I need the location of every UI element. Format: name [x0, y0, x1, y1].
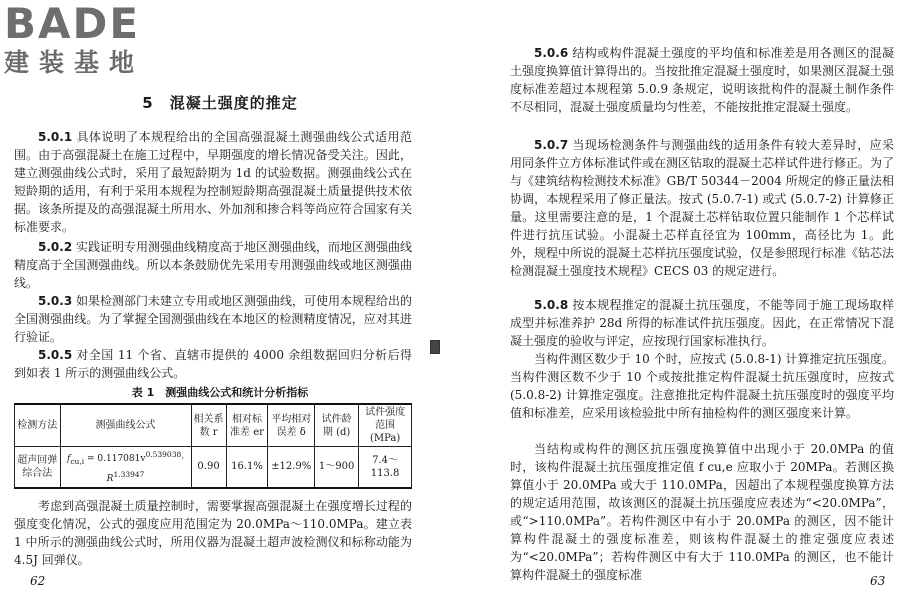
paragraph-out-of-range: 当结构或构件的测区抗压强度换算值中出现小于 20.0MPa 的值时，该构件混凝土抗压强度推定值 f cu,e 应取小于 20MPa。若测区换算值小于 20.0MPa 或大于 110.0MPa，因超出了本规程强度换算方法的规定适用范围，故该测区的混凝土抗压强度应表述为“<20.0MPa”，或“>110.0MPa”。若构件测区中有小于 20.0MPa 的测区，因不能计算构件混凝土的强度标准差，则该构件混凝土的推定强度应表述为“<20.0MPa”；若构件测区中有大于 110.0MPa 的测区，也不能计算构件混凝土的强度标准: [510, 442, 894, 582]
th-r: 相关系数 r: [191, 404, 226, 447]
clause-number: 5.0.1: [38, 130, 73, 144]
clause-text: 具体说明了本规程给出的全国高强混凝土测强曲线公式适用范围。由于高强混凝土在施工过程中，早期强度的增长情况备受关注。因此，建立测强曲线公式时，采用了最短龄期为 1d 的试验数据。测强曲线公式在短龄期的适用，有利于采用本规程为控制短龄期高强混凝土质量提供技术依据。该条所提及的高强混凝土所用水、外加剂和掺合料等尚应符合国家有关标准要求。: [14, 130, 412, 234]
clause-5-0-8: [510, 296, 894, 350]
clause-5-0-3: [14, 292, 412, 346]
chapter-title: 5 混凝土强度的推定: [142, 94, 298, 112]
table-header-row: [15, 404, 412, 447]
clause-text: 当现场检测条件与测强曲线的适用条件有较大差异时，应采用同条件立方体标准试件或在测区钻取的混凝土芯样试件进行修正。为了与《建筑结构检测技术标准》GB/T 50344－2004 所规定的修正量法相协调，本规程采用了修正量法。按式 (5.0.7-1) 或式 (5.0.7-2) 计算修正量。这里需要注意的是，1 个混凝土芯样钻取位置只能制作 1 个芯样试件进行抗压试验。小混凝土芯样直径宜为 100mm，高径比为 1。此外，规程中所说的混凝土芯样抗压强度试验，仅是参照现行标准《钻芯法检测混凝土强度技术规程》CECS 03 的规定进行。: [510, 138, 895, 278]
bade-logo: [4, 2, 184, 82]
clause-text: 如果检测部门未建立专用或地区测强曲线，可使用本规程给出的全国测强曲线。为了掌握全国测强曲线在本地区的检测精度情况，应对其进行验证。: [14, 294, 413, 344]
clause-number: 5.0.6: [534, 46, 569, 60]
left-page: [0, 0, 440, 600]
cell-er: 16.1%: [226, 447, 268, 488]
table-row: [15, 447, 412, 488]
cell-r: 0.90: [191, 447, 226, 488]
paragraph-test-count: 当构件测区数少于 10 个时，应按式 (5.0.8-1) 计算推定抗压强度。当构件测区数不少于 10 个或按批推定构件混凝土抗压强度时，应按式 (5.0.8-2) 计算推定强度。注意推批定构件混凝土抗压强度时的强度平均值和标准差，应采用该检验批中所有抽检构件的测区强度来计算。: [510, 352, 894, 420]
formula-denominator: $R^{1.33947}$: [106, 469, 145, 484]
clause-5-0-5: [14, 346, 412, 382]
page-gutter-marker: [430, 340, 440, 354]
clause-text: 按本规程推定的混凝土抗压强度，不能等同于施工现场取样成型并标准养护 28d 所得的标准试件抗压强度。因此，在正常情况下混凝土强度的验收与评定，应按现行国家标准执行。: [510, 298, 894, 348]
clause-number: 5.0.8: [534, 298, 569, 312]
logo-text-en: BADE: [4, 0, 141, 48]
cell-formula: [60, 447, 191, 488]
th-range: 试件强度范围 (MPa): [359, 404, 412, 447]
after-table-paragraph: 考虑到高强混凝土质量控制时，需要掌握高强混凝土在强度增长过程的强度变化情况，公式的强度应用范围定为 20.0MPa～110.0MPa。建立表 1 中所示的测强曲线公式时，所用仪器为混凝土超声波检测仪和标称动能为 4.5J 回弹仪。: [14, 499, 412, 567]
cell-range: 7.4～113.8: [359, 447, 412, 488]
table-caption: 表 1 测强曲线公式和统计分析指标: [131, 386, 309, 399]
logo-text-cn: 建装基地: [4, 48, 145, 77]
clause-5-0-2: [14, 238, 412, 292]
clause-5-0-6: [510, 44, 894, 116]
th-method: 检测方法: [15, 404, 61, 447]
clause-5-0-1: [14, 128, 412, 236]
cell-method: 超声回弹综合法: [15, 447, 61, 488]
page-number-right: 63: [870, 574, 886, 588]
clause-text: 结构或构件混凝土强度的平均值和标准差是用各测区的混凝土强度换算值计算得出的。当按批推定混凝土强度时，如果测区混凝土强度标准差超过本规程第 5.0.9 条规定，说明该批构件的混凝土制作条件不尽相同，混凝土强度质量均匀性差，不能按批推定混凝土强度。: [510, 46, 895, 114]
cell-delta: ±12.9%: [268, 447, 315, 488]
cell-age: 1～900: [315, 447, 359, 488]
th-er: 相对标准差 er: [226, 404, 268, 447]
clause-number: 5.0.3: [38, 294, 73, 308]
clause-text: 实践证明专用测强曲线精度高于地区测强曲线，而地区测强曲线精度高于全国测强曲线。所以本条鼓励优先采用专用测强曲线或地区测强曲线。: [14, 240, 413, 290]
clause-number: 5.0.2: [38, 240, 73, 254]
page-number-left: 62: [30, 574, 46, 588]
clause-number: 5.0.7: [534, 138, 569, 152]
right-page: [470, 0, 900, 600]
formula: $f_{cu,i} = 0.117081v^{0.539038}\cdot$: [66, 450, 185, 466]
clause-5-0-7: [510, 136, 894, 280]
clause-number: 5.0.5: [38, 348, 73, 362]
clause-text: 对全国 11 个省、直辖市提供的 4000 余组数据回归分析后得到如表 1 所示的测强曲线公式。: [14, 348, 412, 380]
th-delta: 平均相对误差 δ: [268, 404, 315, 447]
th-formula: 测强曲线公式: [60, 404, 191, 447]
th-age: 试件龄期 (d): [315, 404, 359, 447]
calibration-table: [14, 403, 412, 489]
